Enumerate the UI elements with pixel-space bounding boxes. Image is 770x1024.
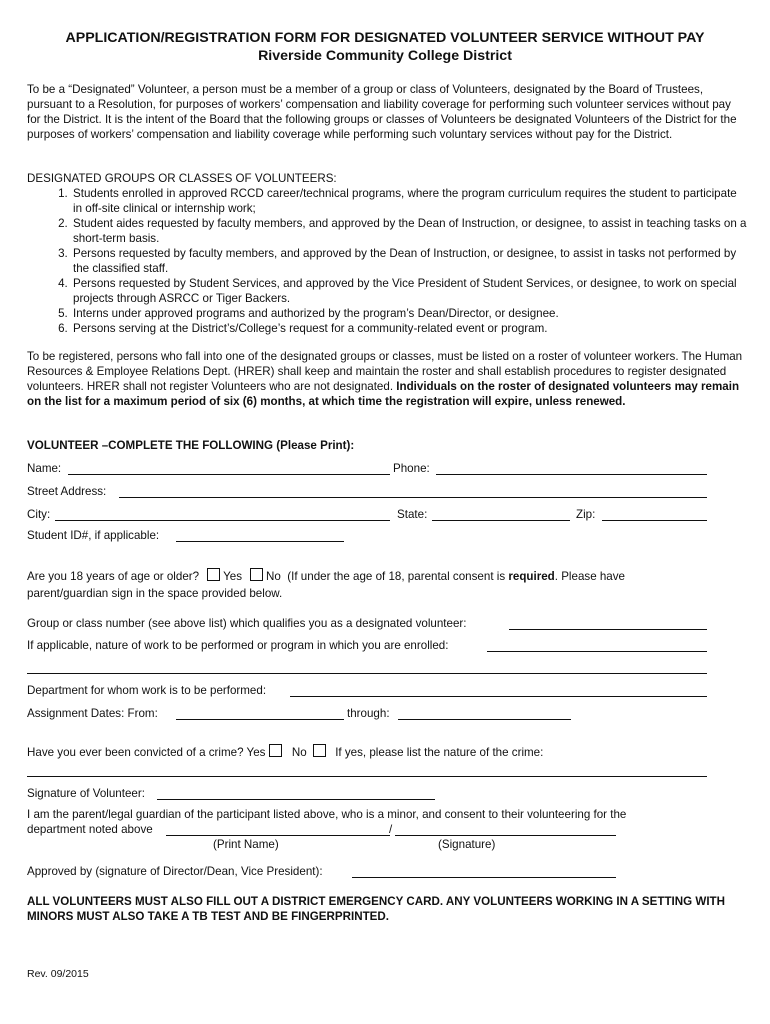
crime-yes-checkbox[interactable] — [269, 744, 282, 757]
age-no-label: No — [266, 570, 281, 583]
list-item: 3. Persons requested by faculty members, and approved by the Dean of Instruction, or designee, to assist in tasks not performed by the classified staff. — [71, 246, 747, 276]
print-name-caption: (Print Name) — [213, 838, 279, 851]
assignment-dates-label: Assignment Dates: From: — [27, 707, 158, 720]
date-through-field[interactable] — [398, 719, 571, 720]
age-yes-label: Yes — [223, 570, 242, 583]
slash-divider: / — [389, 823, 393, 836]
list-item: 1. Students enrolled in approved RCCD career/technical programs, where the program curriculum requires the student to participate in off-site clinical or internship work; — [71, 186, 747, 216]
age-note-line2: parent/guardian sign in the space provided below. — [27, 587, 283, 600]
approved-by-field[interactable] — [352, 877, 616, 878]
state-label: State: — [397, 508, 428, 521]
designated-groups — [27, 171, 747, 336]
through-label: through: — [347, 707, 390, 720]
list-item: 5. Interns under approved programs and authorized by the program’s Dean/Director, or designee. — [71, 306, 747, 321]
city-label: City: — [27, 508, 51, 521]
list-item: 2. Student aides requested by faculty members, and approved by the Dean of Instruction, or designee, to assist in teaching tasks on a short-term basis. — [71, 216, 747, 246]
list-item: 6. Persons serving at the District’s/College’s request for a community-related event or program. — [71, 321, 747, 336]
groups-list — [27, 186, 747, 336]
age-question-text: Are you 18 years of age or older? — [27, 570, 200, 583]
registration-paragraph — [27, 349, 747, 409]
signature-label: Signature of Volunteer: — [27, 787, 145, 800]
list-item: 4. Persons requested by Student Services, and approved by the Vice President of Student Services, or designee, to work on special projects through ASRCC or Tiger Backers. — [71, 276, 747, 306]
age-yes-checkbox[interactable] — [207, 568, 220, 581]
street-address-field[interactable] — [119, 497, 707, 498]
student-id-field[interactable] — [176, 541, 344, 542]
phone-field[interactable] — [436, 474, 707, 475]
revision-date: Rev. 09/2015 — [27, 968, 89, 980]
footer-notice: ALL VOLUNTEERS MUST ALSO FILL OUT A DISTRICT EMERGENCY CARD. ANY VOLUNTEERS WORKING IN A SETTING WITH MINORS MUST ALSO TAKE A TB TEST AND BE FINGERPRINTED. — [27, 895, 725, 923]
group-number-label: Group or class number (see above list) which qualifies you as a designated volunteer: — [27, 617, 467, 630]
groups-heading: DESIGNATED GROUPS OR CLASSES OF VOLUNTEERS: — [27, 172, 337, 185]
nature-of-work-field-line2[interactable] — [27, 673, 707, 674]
student-id-label: Student ID#, if applicable: — [27, 529, 160, 542]
form-section-heading: VOLUNTEER –COMPLETE THE FOLLOWING (Please Print): — [27, 439, 355, 452]
state-field[interactable] — [432, 520, 570, 521]
name-field[interactable] — [68, 474, 390, 475]
age-note-end: . Please have — [554, 570, 626, 583]
crime-no-checkbox[interactable] — [313, 744, 326, 757]
crime-question — [27, 744, 543, 760]
guardian-signature-field[interactable] — [395, 835, 616, 836]
registration-text: To be registered, persons who fall into one of the designated groups or classes, must be listed on a roster of volunteer workers. The Human Resources & Employee Relations Dept. (HRER) shall keep and maintain the roster and shall establish procedures to register designated volunteers. HRER shall not register Volunteers who are not designated. — [27, 350, 743, 393]
crime-note: If yes, please list the nature of the crime: — [335, 746, 544, 759]
age-note-required: required — [508, 570, 555, 583]
age-question — [27, 568, 625, 584]
form-title: APPLICATION/REGISTRATION FORM FOR DESIGNATED VOLUNTEER SERVICE WITHOUT PAY — [65, 30, 705, 46]
nature-of-work-field[interactable] — [487, 651, 707, 652]
intro-paragraph: To be a “Designated” Volunteer, a person must be a member of a group or class of Volunteers, designated by the Board of Trustees, pursuant to a Resolution, for purposes of workers’ compensation and liability coverage for performing such volunteer services without pay for the District. It is the intent of the Board that the following groups or classes of Volunteers be designated Volunteers of the District for the purposes of workers’ compensation and liability coverage while performing such voluntary services without pay for the District. — [27, 83, 737, 141]
zip-field[interactable] — [602, 520, 707, 521]
nature-of-work-label: If applicable, nature of work to be performed or program in which you are enrolled: — [27, 639, 449, 652]
department-label: Department for whom work is to be performed: — [27, 684, 267, 697]
district-subtitle: Riverside Community College District — [258, 48, 512, 64]
approved-by-label: Approved by (signature of Director/Dean, Vice President): — [27, 865, 323, 878]
crime-no-label: No — [291, 746, 307, 759]
signature-caption: (Signature) — [438, 838, 496, 851]
crime-question-text: Have you ever been convicted of a crime? Yes — [27, 746, 266, 759]
age-no-checkbox[interactable] — [250, 568, 263, 581]
city-field[interactable] — [55, 520, 390, 521]
crime-nature-field[interactable] — [27, 776, 707, 777]
zip-label: Zip: — [576, 508, 596, 521]
guardian-consent-line2: department noted above — [27, 823, 153, 836]
group-number-field[interactable] — [509, 629, 707, 630]
guardian-print-name-field[interactable] — [166, 835, 390, 836]
phone-label: Phone: — [393, 462, 430, 475]
registration-bold-text: Individuals on the roster of designated volunteers may remain on the list for a maximum period of six (6) months, at which time the registration will expire, unless renewed. — [27, 380, 740, 408]
date-from-field[interactable] — [176, 719, 344, 720]
signature-field[interactable] — [157, 799, 435, 800]
guardian-consent-text: I am the parent/legal guardian of the participant listed above, who is a minor, and consent to their volunteering for the — [27, 808, 627, 821]
age-note: (If under the age of 18, parental consent is — [287, 570, 509, 583]
department-field[interactable] — [290, 696, 707, 697]
street-label: Street Address: — [27, 485, 107, 498]
name-label: Name: — [27, 462, 62, 475]
